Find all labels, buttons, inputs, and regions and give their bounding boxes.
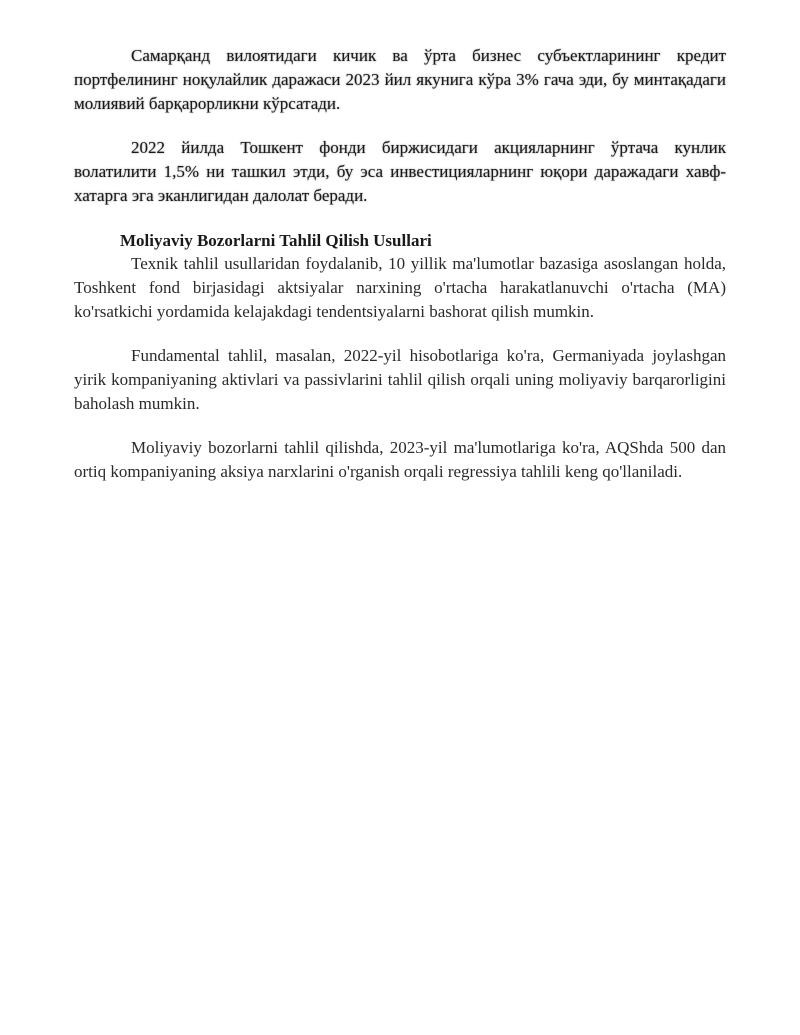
paragraph-spacer	[74, 116, 726, 136]
paragraph-technical-analysis: Texnik tahlil usullaridan foydalanib, 10 yillik ma'lumotlar bazasiga asoslangan holda, Toshkent fond birjasidagi aktsiyalar narxining o'rtacha harakatlanuvchi o'rtacha (MA) ko'rsatkichi yordamida kelajakdagi tendentsiyalarni bashorat qilish mumkin.	[74, 254, 726, 321]
paragraph-stock-volatility: 2022 йилда Тошкент фонди биржисидаги акцияларнинг ўртача кунлик волатилити 1,5% ни ташкил этди, бу эса инвестицияларнинг юқори даражадаги хавф-хатарга эга эканлигидан далолат беради.	[74, 138, 726, 205]
paragraph-spacer	[74, 324, 726, 344]
paragraph-credit-portfolio: Самарқанд вилоятидаги кичик ва ўрта бизнес субъектларининг кредит портфелининг ноқулайлик даражаси 2023 йил якунига кўра 3% гача эди, бу минтақадаги молиявий барқарорликни кўрсатади.	[74, 46, 726, 113]
document-body	[74, 44, 726, 484]
paragraph-spacer	[74, 416, 726, 436]
section-spacer	[74, 208, 726, 230]
paragraph-regression-analysis: Moliyaviy bozorlarni tahlil qilishda, 2023-yil ma'lumotlariga ko'ra, AQShda 500 dan ortiq kompaniyaning aksiya narxlarini o'rganish orqali regressiya tahlili keng qo'llaniladi.	[74, 438, 726, 481]
section-heading: Moliyaviy Bozorlarni Tahlil Qilish Usullari	[120, 231, 432, 250]
paragraph-fundamental-analysis: Fundamental tahlil, masalan, 2022-yil hisobotlariga ko'ra, Germaniyada joylashgan yirik kompaniyaning aktivlari va passivlarini tahlil qilish orqali uning moliyaviy barqarorligini baholash mumkin.	[74, 346, 726, 413]
